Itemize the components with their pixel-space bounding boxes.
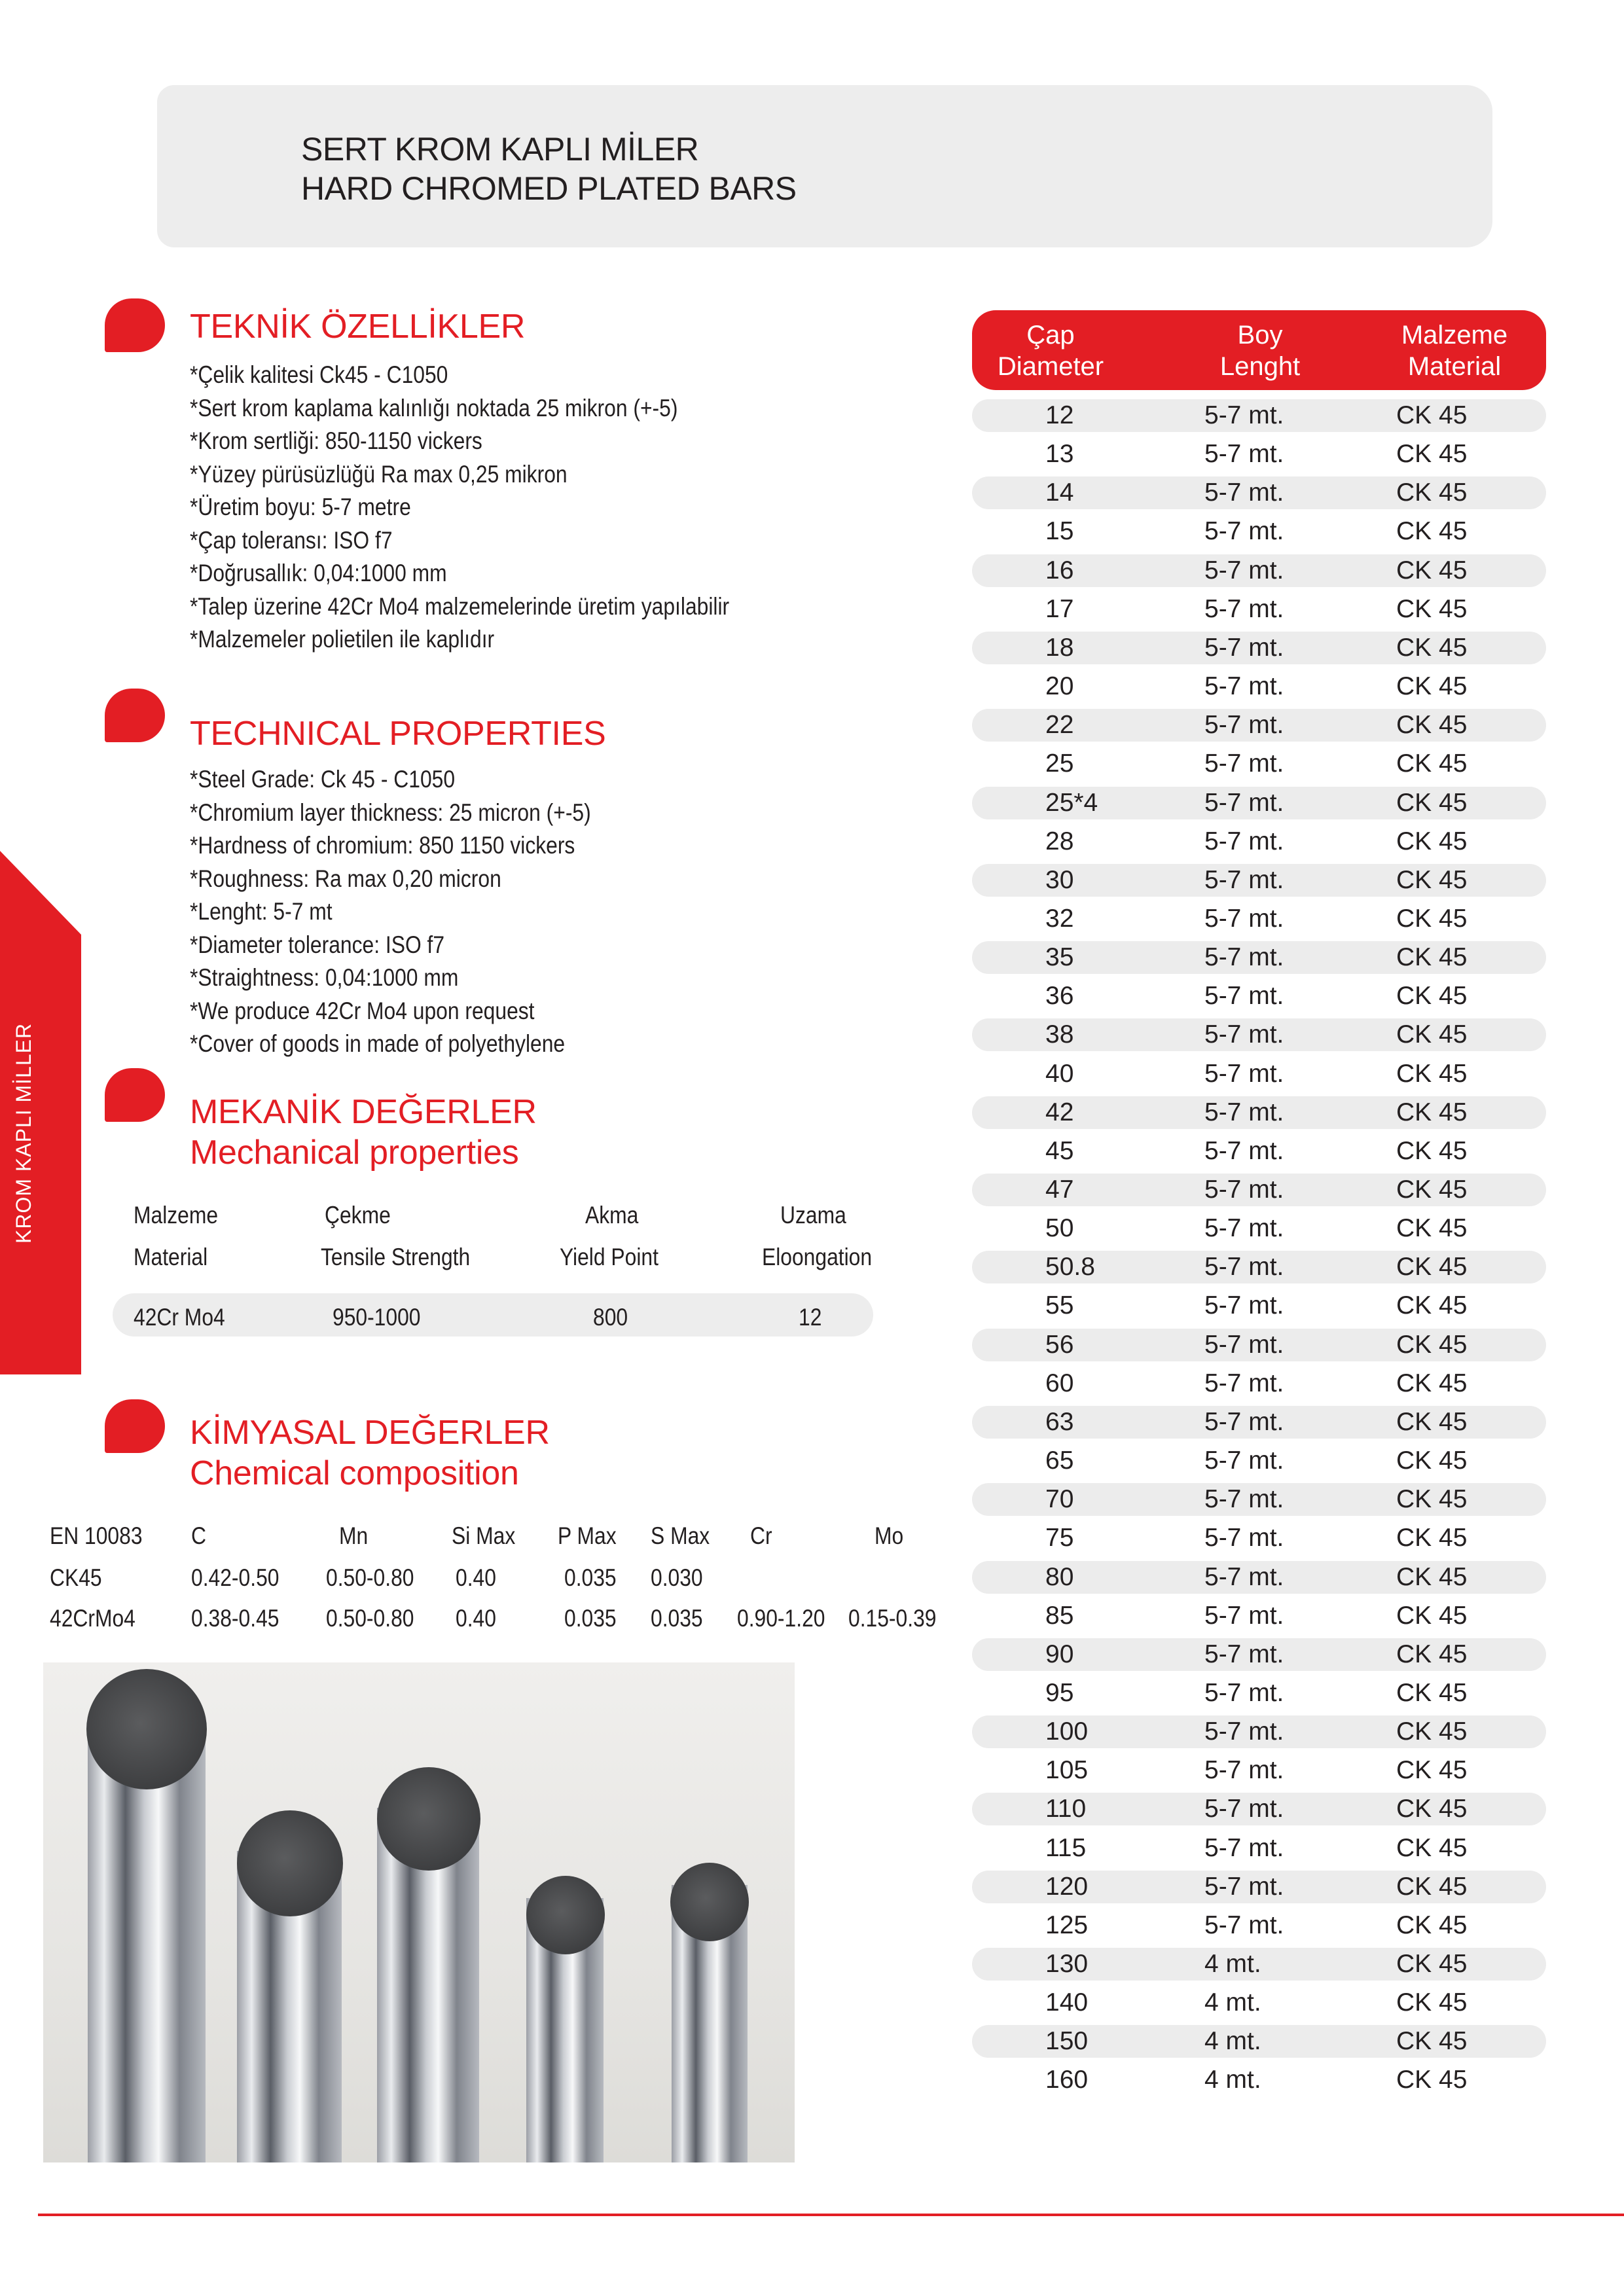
length-cell: 5-7 mt. <box>1204 595 1284 623</box>
bar-end-image <box>526 1876 605 1954</box>
length-cell: 5-7 mt. <box>1204 711 1284 739</box>
footer-divider <box>38 2214 1624 2216</box>
diameter-cell: 38 <box>1045 1020 1074 1049</box>
header-length-en: Lenght <box>1219 352 1301 381</box>
diameter-cell: 15 <box>1045 517 1074 545</box>
material-cell: CK 45 <box>1396 1911 1468 1939</box>
mech-header-tr: Malzeme <box>134 1202 219 1229</box>
bullet-item: *Sert krom kaplama kalınlığı noktada 25 mikron (+-5) <box>190 394 678 422</box>
chrome-bar-image <box>88 1728 206 2162</box>
material-cell: CK 45 <box>1396 1137 1468 1165</box>
material-cell: CK 45 <box>1396 1485 1468 1513</box>
material-cell: CK 45 <box>1396 440 1468 468</box>
bullet-item: *We produce 42Cr Mo4 upon request <box>190 997 535 1024</box>
chem-cell: 0.90-1.20 <box>737 1605 825 1632</box>
technical-list <box>190 763 591 1061</box>
length-cell: 5-7 mt. <box>1204 866 1284 894</box>
table-row <box>972 1289 1546 1322</box>
diameter-cell: 65 <box>1045 1446 1074 1475</box>
bullet-item: *Cover of goods in made of polyethylene <box>190 1030 566 1057</box>
table-row <box>972 1522 1546 1554</box>
material-cell: CK 45 <box>1396 1408 1468 1436</box>
material-cell: CK 45 <box>1396 2027 1468 2055</box>
table-row <box>972 1174 1546 1206</box>
material-cell: CK 45 <box>1396 672 1468 700</box>
mechanical-subtitle: Mechanical properties <box>190 1134 519 1172</box>
bullet-item: *Steel Grade: Ck 45 - C1050 <box>190 766 456 793</box>
diameter-cell: 70 <box>1045 1485 1074 1513</box>
table-row <box>972 670 1546 703</box>
diameter-cell: 115 <box>1045 1834 1087 1862</box>
table-row <box>972 515 1546 548</box>
chem-header: Mo <box>875 1522 904 1549</box>
table-row <box>972 825 1546 858</box>
chem-cell: 0.15-0.39 <box>848 1605 937 1632</box>
length-cell: 5-7 mt. <box>1204 1060 1284 1088</box>
material-cell: CK 45 <box>1396 711 1468 739</box>
length-cell: 5-7 mt. <box>1204 672 1284 700</box>
diameter-cell: 18 <box>1045 634 1074 662</box>
length-cell: 5-7 mt. <box>1204 1020 1284 1049</box>
material-cell: CK 45 <box>1396 1563 1468 1591</box>
chem-cell: 0.035 <box>564 1564 617 1591</box>
technical-title: TECHNICAL PROPERTIES <box>190 715 606 753</box>
chemical-subtitle: Chemical composition <box>190 1454 519 1492</box>
material-cell: CK 45 <box>1396 866 1468 894</box>
teknik-title: TEKNİK ÖZELLİKLER <box>190 308 526 346</box>
diameter-cell: 140 <box>1045 1988 1089 2017</box>
material-cell: CK 45 <box>1396 1640 1468 1668</box>
chem-cell: 0.40 <box>456 1564 496 1591</box>
page-title-en: HARD CHROMED PLATED BARS <box>301 170 797 207</box>
length-cell: 5-7 mt. <box>1204 440 1284 468</box>
table-row <box>972 1444 1546 1477</box>
length-cell: 5-7 mt. <box>1204 1717 1284 1746</box>
length-cell: 5-7 mt. <box>1204 1369 1284 1397</box>
diameter-cell: 25*4 <box>1045 789 1098 817</box>
speech-bubble-icon <box>105 689 165 742</box>
bullet-item: *Üretim boyu: 5-7 metre <box>190 493 411 520</box>
table-row <box>972 1367 1546 1400</box>
header-material-en: Material <box>1407 352 1502 381</box>
speech-bubble-icon <box>105 298 165 352</box>
table-row <box>972 1135 1546 1168</box>
length-cell: 4 mt. <box>1204 2066 1261 2094</box>
bar-end-image <box>86 1669 207 1789</box>
table-row <box>972 1251 1546 1283</box>
mech-header-tr: Uzama <box>780 1202 846 1229</box>
material-cell: CK 45 <box>1396 1291 1468 1319</box>
table-row <box>972 1638 1546 1671</box>
table-row <box>972 2064 1546 2096</box>
diameter-cell: 75 <box>1045 1524 1074 1552</box>
bullet-item: *Malzemeler polietilen ile kaplıdır <box>190 626 495 653</box>
size-table-header <box>972 310 1546 390</box>
length-cell: 5-7 mt. <box>1204 1098 1284 1126</box>
length-cell: 5-7 mt. <box>1204 905 1284 933</box>
material-cell: CK 45 <box>1396 1795 1468 1823</box>
material-cell: CK 45 <box>1396 943 1468 971</box>
material-cell: CK 45 <box>1396 1214 1468 1242</box>
mech-cell: 42Cr Mo4 <box>134 1304 225 1331</box>
material-cell: CK 45 <box>1396 634 1468 662</box>
table-row <box>972 1715 1546 1748</box>
table-row <box>972 1212 1546 1245</box>
table-row <box>972 1018 1546 1051</box>
length-cell: 5-7 mt. <box>1204 1602 1284 1630</box>
header-material-tr: Malzeme <box>1401 321 1508 350</box>
table-row <box>972 1058 1546 1090</box>
table-row <box>972 593 1546 626</box>
mech-header-en: Eloongation <box>762 1244 873 1270</box>
table-row <box>972 1948 1546 1981</box>
chem-cell: 0.50-0.80 <box>326 1564 414 1591</box>
header-diameter-tr: Çap <box>1026 321 1075 350</box>
diameter-cell: 130 <box>1045 1950 1089 1978</box>
material-cell: CK 45 <box>1396 1060 1468 1088</box>
material-cell: CK 45 <box>1396 789 1468 817</box>
length-cell: 5-7 mt. <box>1204 1524 1284 1552</box>
header-diameter <box>972 319 1129 382</box>
chem-cell: 42CrMo4 <box>50 1605 135 1632</box>
side-tab-label: KROM KAPLI MİLLER <box>12 1022 35 1244</box>
mech-cell: 800 <box>593 1304 628 1331</box>
material-cell: CK 45 <box>1396 1369 1468 1397</box>
diameter-cell: 150 <box>1045 2027 1089 2055</box>
length-cell: 5-7 mt. <box>1204 1640 1284 1668</box>
material-cell: CK 45 <box>1396 1175 1468 1204</box>
material-cell: CK 45 <box>1396 1988 1468 2017</box>
material-cell: CK 45 <box>1396 1524 1468 1552</box>
material-cell: CK 45 <box>1396 595 1468 623</box>
diameter-cell: 85 <box>1045 1602 1074 1630</box>
diameter-cell: 16 <box>1045 556 1074 584</box>
diameter-cell: 36 <box>1045 982 1074 1010</box>
table-row <box>972 438 1546 471</box>
chemical-title: KİMYASAL DEĞERLER <box>190 1414 550 1452</box>
length-cell: 5-7 mt. <box>1204 827 1284 855</box>
bullet-item: *Çap toleransı: ISO f7 <box>190 526 393 554</box>
length-cell: 5-7 mt. <box>1204 1408 1284 1436</box>
material-cell: CK 45 <box>1396 1873 1468 1901</box>
bar-end-image <box>670 1863 749 1941</box>
bullet-item: *Yüzey pürüsüzlüğü Ra max 0,25 mikron <box>190 460 568 488</box>
speech-bubble-icon <box>105 1399 165 1453</box>
length-cell: 5-7 mt. <box>1204 478 1284 507</box>
chem-header: S Max <box>651 1522 710 1549</box>
material-cell: CK 45 <box>1396 1834 1468 1862</box>
length-cell: 5-7 mt. <box>1204 1137 1284 1165</box>
header-diameter-en: Diameter <box>997 352 1104 381</box>
material-cell: CK 45 <box>1396 1446 1468 1475</box>
material-cell: CK 45 <box>1396 1020 1468 1049</box>
table-row <box>972 903 1546 935</box>
bar-end-image <box>237 1810 343 1916</box>
bullet-item: *Diameter tolerance: ISO f7 <box>190 931 445 958</box>
material-cell: CK 45 <box>1396 1602 1468 1630</box>
table-row <box>972 747 1546 780</box>
length-cell: 4 mt. <box>1204 1988 1261 2017</box>
bullet-item: *Krom sertliği: 850-1150 vickers <box>190 427 482 454</box>
material-cell: CK 45 <box>1396 1679 1468 1707</box>
mech-cell: 12 <box>799 1304 822 1331</box>
diameter-cell: 60 <box>1045 1369 1074 1397</box>
length-cell: 5-7 mt. <box>1204 982 1284 1010</box>
length-cell: 5-7 mt. <box>1204 634 1284 662</box>
bullet-item: *Roughness: Ra max 0,20 micron <box>190 865 501 892</box>
diameter-cell: 22 <box>1045 711 1074 739</box>
chem-header: P Max <box>558 1522 617 1549</box>
bullet-item: *Hardness of chromium: 850 1150 vickers <box>190 832 575 859</box>
table-row <box>972 1793 1546 1825</box>
page-title-tr: SERT KROM KAPLI MİLER <box>301 131 699 168</box>
diameter-cell: 32 <box>1045 905 1074 933</box>
diameter-cell: 160 <box>1045 2066 1089 2094</box>
page-title <box>301 130 797 208</box>
material-cell: CK 45 <box>1396 1253 1468 1281</box>
diameter-cell: 42 <box>1045 1098 1074 1126</box>
length-cell: 5-7 mt. <box>1204 556 1284 584</box>
speech-bubble-icon <box>105 1068 165 1122</box>
chem-cell: 0.035 <box>651 1605 703 1632</box>
table-row <box>972 1754 1546 1787</box>
material-cell: CK 45 <box>1396 1717 1468 1746</box>
mechanical-row-pill <box>113 1293 873 1336</box>
mech-header-tr: Akma <box>585 1202 639 1229</box>
diameter-cell: 105 <box>1045 1756 1089 1784</box>
teknik-list <box>190 359 729 656</box>
bullet-item: *Talep üzerine 42Cr Mo4 malzemelerinde üretim yapılabilir <box>190 592 730 620</box>
mech-header-en: Material <box>134 1244 208 1270</box>
chem-cell: 0.035 <box>564 1605 617 1632</box>
length-cell: 5-7 mt. <box>1204 1446 1284 1475</box>
material-cell: CK 45 <box>1396 1950 1468 1978</box>
length-cell: 5-7 mt. <box>1204 749 1284 778</box>
table-row <box>972 1832 1546 1865</box>
bullet-item: *Lenght: 5-7 mt <box>190 898 333 925</box>
chrome-bars-photo <box>43 1662 795 2162</box>
chem-header: C <box>191 1522 206 1549</box>
table-row <box>972 1561 1546 1594</box>
table-row <box>972 1871 1546 1903</box>
header-length-tr: Boy <box>1237 321 1283 350</box>
diameter-cell: 56 <box>1045 1331 1074 1359</box>
diameter-cell: 125 <box>1045 1911 1089 1939</box>
chem-cell: 0.030 <box>651 1564 703 1591</box>
table-row <box>972 1096 1546 1129</box>
table-row <box>972 1406 1546 1439</box>
material-cell: CK 45 <box>1396 1756 1468 1784</box>
table-row <box>972 399 1546 432</box>
diameter-cell: 55 <box>1045 1291 1074 1319</box>
material-cell: CK 45 <box>1396 556 1468 584</box>
table-row <box>972 632 1546 664</box>
length-cell: 5-7 mt. <box>1204 1175 1284 1204</box>
material-cell: CK 45 <box>1396 749 1468 778</box>
length-cell: 5-7 mt. <box>1204 1911 1284 1939</box>
table-row <box>972 980 1546 1013</box>
mech-header-tr: Çekme <box>325 1202 391 1229</box>
diameter-cell: 50.8 <box>1045 1253 1095 1281</box>
table-row <box>972 1909 1546 1942</box>
diameter-cell: 30 <box>1045 866 1074 894</box>
mech-header-en: Yield Point <box>560 1244 659 1270</box>
mech-header-en: Tensile Strength <box>321 1244 471 1270</box>
diameter-cell: 47 <box>1045 1175 1074 1204</box>
table-row <box>972 1483 1546 1516</box>
table-row <box>972 2025 1546 2058</box>
material-cell: CK 45 <box>1396 401 1468 429</box>
length-cell: 4 mt. <box>1204 1950 1261 1978</box>
bullet-item: *Çelik kalitesi Ck45 - C1050 <box>190 361 448 388</box>
table-row <box>972 554 1546 587</box>
length-cell: 5-7 mt. <box>1204 1834 1284 1862</box>
chem-cell: 0.40 <box>456 1605 496 1632</box>
length-cell: 5-7 mt. <box>1204 401 1284 429</box>
diameter-cell: 90 <box>1045 1640 1074 1668</box>
mechanical-title: MEKANİK DEĞERLER <box>190 1093 537 1131</box>
length-cell: 5-7 mt. <box>1204 1291 1284 1319</box>
table-row <box>972 709 1546 742</box>
bullet-item: *Straightness: 0,04:1000 mm <box>190 964 459 991</box>
table-row <box>972 1329 1546 1361</box>
bullet-item: *Doğrusallık: 0,04:1000 mm <box>190 560 447 586</box>
diameter-cell: 95 <box>1045 1679 1074 1707</box>
table-row <box>972 787 1546 819</box>
length-cell: 5-7 mt. <box>1204 1563 1284 1591</box>
chem-cell: 0.50-0.80 <box>326 1605 414 1632</box>
material-cell: CK 45 <box>1396 982 1468 1010</box>
length-cell: 5-7 mt. <box>1204 789 1284 817</box>
chem-cell: 0.38-0.45 <box>191 1605 280 1632</box>
length-cell: 5-7 mt. <box>1204 1331 1284 1359</box>
diameter-cell: 45 <box>1045 1137 1074 1165</box>
diameter-cell: 100 <box>1045 1717 1089 1746</box>
diameter-cell: 13 <box>1045 440 1074 468</box>
chem-header: Cr <box>750 1522 772 1549</box>
diameter-cell: 20 <box>1045 672 1074 700</box>
chem-header: Si Max <box>452 1522 516 1549</box>
diameter-cell: 63 <box>1045 1408 1074 1436</box>
diameter-cell: 14 <box>1045 478 1074 507</box>
header-material <box>1376 319 1533 382</box>
length-cell: 5-7 mt. <box>1204 1795 1284 1823</box>
length-cell: 5-7 mt. <box>1204 1756 1284 1784</box>
length-cell: 5-7 mt. <box>1204 943 1284 971</box>
diameter-cell: 80 <box>1045 1563 1074 1591</box>
diameter-cell: 110 <box>1045 1795 1087 1823</box>
length-cell: 5-7 mt. <box>1204 1253 1284 1281</box>
chem-header: Mn <box>339 1522 369 1549</box>
table-row <box>972 476 1546 509</box>
chem-cell: CK45 <box>50 1564 102 1591</box>
material-cell: CK 45 <box>1396 2066 1468 2094</box>
table-row <box>972 864 1546 897</box>
bullet-item: *Chromium layer thickness: 25 micron (+-5) <box>190 798 591 826</box>
length-cell: 5-7 mt. <box>1204 1873 1284 1901</box>
length-cell: 5-7 mt. <box>1204 1485 1284 1513</box>
table-row <box>972 1677 1546 1710</box>
material-cell: CK 45 <box>1396 1331 1468 1359</box>
bar-end-image <box>377 1767 480 1871</box>
mech-cell: 950-1000 <box>333 1304 421 1331</box>
diameter-cell: 25 <box>1045 749 1074 778</box>
table-row <box>972 1986 1546 2019</box>
header-length <box>1182 319 1339 382</box>
material-cell: CK 45 <box>1396 1098 1468 1126</box>
material-cell: CK 45 <box>1396 517 1468 545</box>
diameter-cell: 50 <box>1045 1214 1074 1242</box>
length-cell: 4 mt. <box>1204 2027 1261 2055</box>
length-cell: 5-7 mt. <box>1204 1679 1284 1707</box>
material-cell: CK 45 <box>1396 827 1468 855</box>
material-cell: CK 45 <box>1396 905 1468 933</box>
diameter-cell: 40 <box>1045 1060 1074 1088</box>
diameter-cell: 12 <box>1045 401 1074 429</box>
diameter-cell: 35 <box>1045 943 1074 971</box>
table-row <box>972 1600 1546 1632</box>
diameter-cell: 28 <box>1045 827 1074 855</box>
chem-header: EN 10083 <box>50 1522 143 1549</box>
diameter-cell: 120 <box>1045 1873 1089 1901</box>
chem-cell: 0.42-0.50 <box>191 1564 280 1591</box>
material-cell: CK 45 <box>1396 478 1468 507</box>
table-row <box>972 941 1546 974</box>
length-cell: 5-7 mt. <box>1204 517 1284 545</box>
length-cell: 5-7 mt. <box>1204 1214 1284 1242</box>
diameter-cell: 17 <box>1045 595 1074 623</box>
